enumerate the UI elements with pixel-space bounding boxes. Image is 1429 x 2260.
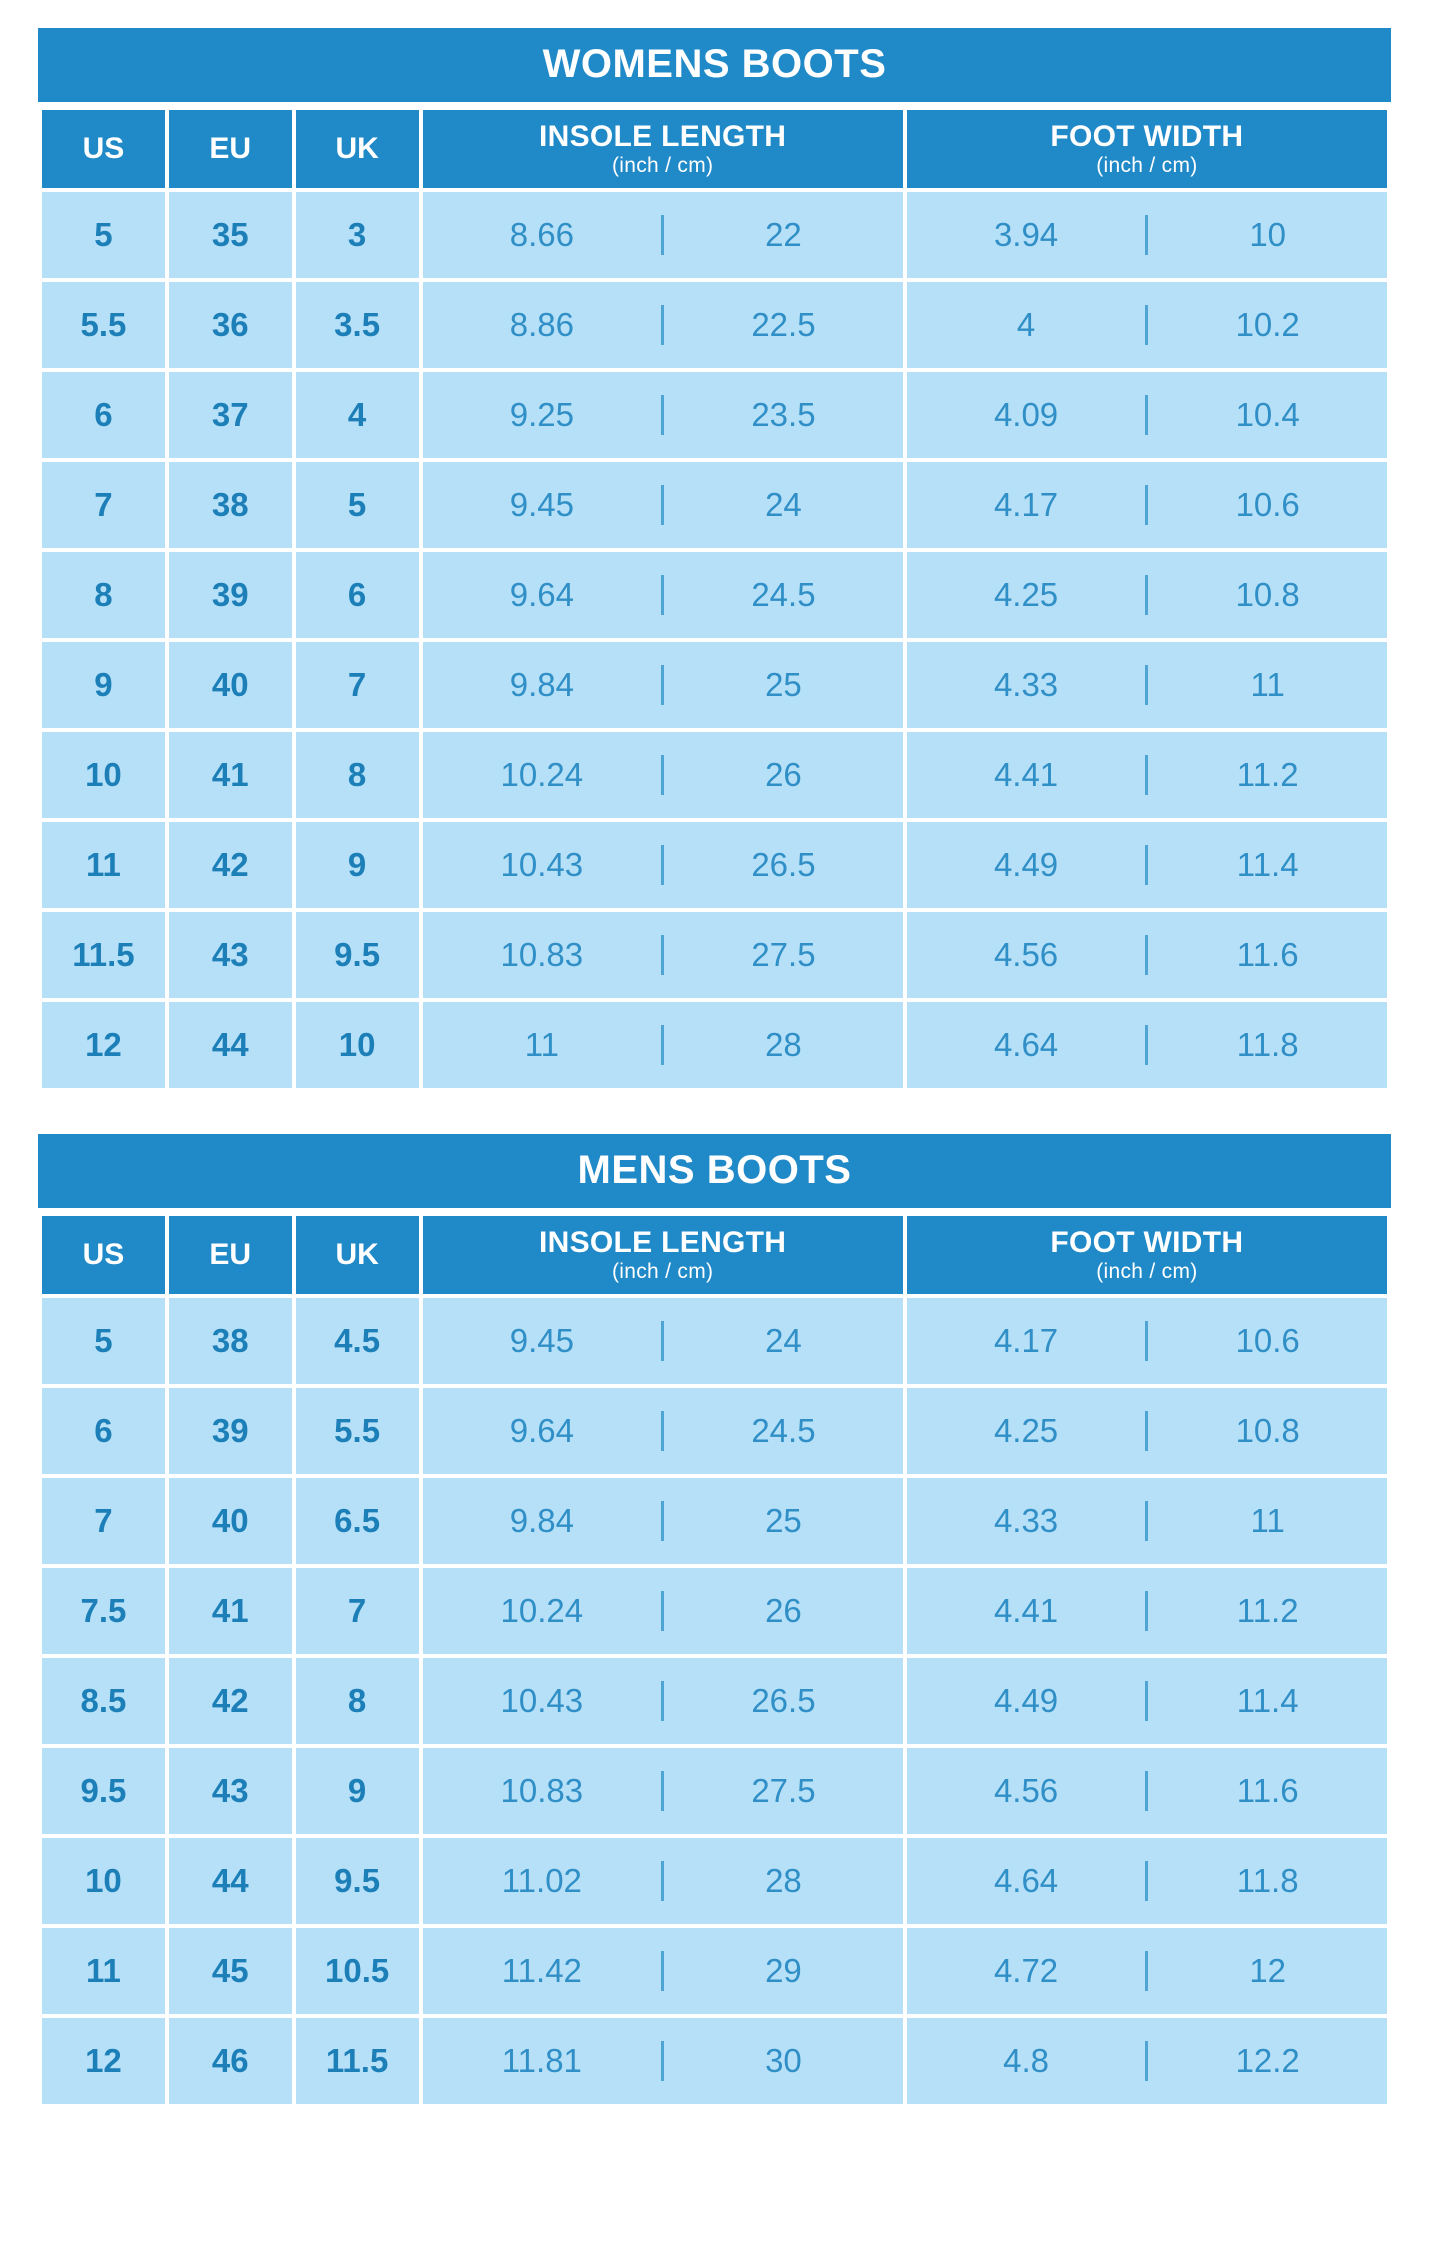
cell-foot-width-cm: 10.4 [1235, 396, 1300, 433]
column-header-foot-width-text: FOOT WIDTH [1050, 119, 1244, 153]
cell-uk: 5 [296, 462, 419, 548]
table-row [42, 1748, 1387, 1834]
cell-insole-length-cm: 26 [765, 756, 802, 793]
column-header-insole-length [423, 110, 903, 188]
cell-foot-width-inch: 4.41 [993, 1592, 1059, 1629]
cell-insole-length-inch: 11.02 [501, 1862, 582, 1899]
cell-uk: 6 [296, 552, 419, 638]
cell-insole-length-inch: 8.66 [509, 216, 574, 253]
table-row [42, 1928, 1387, 2014]
column-header-us: US [42, 110, 165, 188]
cell-eu: 42 [169, 822, 292, 908]
cell-uk: 9 [296, 822, 419, 908]
cell-foot-width [907, 642, 1387, 728]
cell-insole-length [423, 822, 903, 908]
cell-insole-length-cm: 29 [765, 1952, 802, 1989]
table-row [42, 192, 1387, 278]
table-header [42, 1216, 1387, 1294]
cell-insole-length [423, 552, 903, 638]
cell-uk: 9 [296, 1748, 419, 1834]
cell-foot-width-inch: 4.41 [993, 756, 1059, 793]
cell-insole-length-cm: 24 [765, 486, 802, 523]
column-header-insole-length-units: (inch / cm) [611, 1260, 714, 1284]
cell-insole-length-inch: 9.64 [509, 1412, 574, 1449]
cell-insole-length [423, 282, 903, 368]
cell-eu: 40 [169, 1478, 292, 1564]
column-header-insole-length-units: (inch / cm) [611, 154, 714, 178]
cell-insole-length-inch: 9.45 [509, 1322, 574, 1359]
table-row [42, 642, 1387, 728]
cell-insole-length [423, 1568, 903, 1654]
table-row [42, 1002, 1387, 1088]
cell-foot-width [907, 822, 1387, 908]
cell-insole-length-cm: 28 [765, 1862, 802, 1899]
cell-insole-length-cm: 25 [765, 1502, 802, 1539]
table-row [42, 552, 1387, 638]
cell-insole-length-cm: 25 [765, 666, 802, 703]
cell-us: 12 [42, 1002, 165, 1088]
cell-insole-length [423, 642, 903, 728]
column-header-insole-length-text: INSOLE LENGTH [539, 1225, 787, 1259]
table-row [42, 1838, 1387, 1924]
cell-insole-length-cm: 22 [765, 216, 802, 253]
cell-us: 6 [42, 372, 165, 458]
table-row [42, 912, 1387, 998]
cell-us: 10 [42, 732, 165, 818]
cell-us: 9.5 [42, 1748, 165, 1834]
cell-insole-length-inch: 10.43 [500, 846, 584, 883]
chart-title: WOMENS BOOTS [38, 28, 1391, 102]
cell-foot-width-cm: 11 [1250, 666, 1285, 703]
cell-foot-width [907, 912, 1387, 998]
cell-insole-length [423, 192, 903, 278]
cell-eu: 36 [169, 282, 292, 368]
cell-uk: 3 [296, 192, 419, 278]
cell-foot-width [907, 732, 1387, 818]
cell-foot-width-inch: 4.33 [993, 666, 1059, 703]
cell-insole-length [423, 732, 903, 818]
cell-foot-width-inch: 4.25 [993, 576, 1059, 613]
cell-foot-width-cm: 12 [1249, 1952, 1287, 1989]
cell-insole-length-inch: 11.81 [501, 2042, 582, 2079]
cell-foot-width-cm: 12.2 [1235, 2042, 1300, 2079]
cell-uk: 4.5 [296, 1298, 419, 1384]
cell-insole-length-cm: 27.5 [751, 936, 816, 973]
cell-insole-length-inch: 9.25 [509, 396, 574, 433]
cell-foot-width [907, 1478, 1387, 1564]
cell-insole-length [423, 1388, 903, 1474]
cell-eu: 43 [169, 1748, 292, 1834]
cell-insole-length-inch: 10.24 [500, 1592, 584, 1629]
cell-foot-width-cm: 11 [1250, 1502, 1285, 1539]
cell-foot-width-cm: 10.6 [1235, 486, 1300, 523]
cell-insole-length-inch: 10.83 [500, 936, 584, 973]
table-body [42, 1298, 1387, 2104]
cell-insole-length-inch: 8.86 [509, 306, 574, 343]
cell-foot-width-cm: 11.6 [1236, 1772, 1299, 1809]
cell-foot-width [907, 1748, 1387, 1834]
cell-foot-width-inch: 4.33 [993, 1502, 1059, 1539]
cell-uk: 8 [296, 1658, 419, 1744]
cell-insole-length [423, 1658, 903, 1744]
cell-foot-width [907, 1838, 1387, 1924]
cell-foot-width [907, 1928, 1387, 2014]
cell-eu: 44 [169, 1838, 292, 1924]
cell-insole-length [423, 462, 903, 548]
cell-foot-width [907, 1388, 1387, 1474]
size-table [38, 1212, 1391, 2108]
cell-foot-width [907, 1568, 1387, 1654]
cell-foot-width-inch: 4.17 [993, 1322, 1059, 1359]
cell-foot-width-inch: 4.72 [993, 1952, 1059, 1989]
cell-eu: 38 [169, 1298, 292, 1384]
column-header-foot-width-units: (inch / cm) [1096, 154, 1198, 178]
column-header-eu: EU [169, 1216, 292, 1294]
cell-uk: 9.5 [296, 912, 419, 998]
cell-foot-width-inch: 4 [1016, 306, 1036, 343]
column-header-insole-length [423, 1216, 903, 1294]
cell-foot-width-cm: 10.2 [1235, 306, 1300, 343]
cell-insole-length-inch: 9.84 [509, 1502, 574, 1539]
cell-uk: 8 [296, 732, 419, 818]
column-header-foot-width-text: FOOT WIDTH [1050, 1225, 1244, 1259]
cell-foot-width [907, 1298, 1387, 1384]
cell-eu: 39 [169, 1388, 292, 1474]
cell-eu: 40 [169, 642, 292, 728]
cell-insole-length [423, 1928, 903, 2014]
cell-us: 5 [42, 192, 165, 278]
womens-boots-chart [38, 28, 1391, 1092]
cell-foot-width-inch: 4.49 [993, 846, 1059, 883]
cell-insole-length [423, 2018, 903, 2104]
cell-foot-width-inch: 4.56 [993, 1772, 1059, 1809]
table-row [42, 372, 1387, 458]
cell-us: 7 [42, 462, 165, 548]
cell-eu: 43 [169, 912, 292, 998]
column-header-foot-width [907, 1216, 1387, 1294]
cell-foot-width-cm: 11.8 [1236, 1862, 1299, 1899]
column-header-foot-width-units: (inch / cm) [1096, 1260, 1198, 1284]
table-row [42, 1478, 1387, 1564]
cell-uk: 7 [296, 642, 419, 728]
cell-us: 9 [42, 642, 165, 728]
table-row [42, 2018, 1387, 2104]
cell-insole-length-cm: 26.5 [751, 1682, 816, 1719]
cell-foot-width-cm: 11.4 [1236, 1682, 1299, 1719]
table-row [42, 1298, 1387, 1384]
cell-insole-length [423, 1838, 903, 1924]
cell-us: 11.5 [42, 912, 165, 998]
table-row [42, 1658, 1387, 1744]
cell-insole-length-cm: 30 [765, 2042, 802, 2079]
cell-us: 7 [42, 1478, 165, 1564]
cell-insole-length [423, 1478, 903, 1564]
header-row [42, 1216, 1387, 1294]
cell-us: 10 [42, 1838, 165, 1924]
cell-eu: 39 [169, 552, 292, 638]
cell-eu: 42 [169, 1658, 292, 1744]
cell-foot-width-cm: 10.8 [1235, 1412, 1300, 1449]
size-table [38, 106, 1391, 1092]
cell-insole-length [423, 372, 903, 458]
cell-us: 8 [42, 552, 165, 638]
cell-foot-width-cm: 10.8 [1235, 576, 1300, 613]
cell-foot-width [907, 462, 1387, 548]
cell-us: 8.5 [42, 1658, 165, 1744]
cell-foot-width-inch: 4.17 [993, 486, 1059, 523]
cell-uk: 5.5 [296, 1388, 419, 1474]
cell-foot-width-inch: 4.25 [993, 1412, 1059, 1449]
cell-insole-length-inch: 9.45 [509, 486, 574, 523]
cell-insole-length-cm: 23.5 [751, 396, 816, 433]
cell-insole-length-cm: 27.5 [751, 1772, 816, 1809]
cell-insole-length-inch: 9.64 [509, 576, 574, 613]
column-header-insole-length-text: INSOLE LENGTH [539, 119, 787, 153]
cell-insole-length-cm: 22.5 [751, 306, 816, 343]
cell-foot-width [907, 1658, 1387, 1744]
cell-us: 7.5 [42, 1568, 165, 1654]
cell-foot-width [907, 552, 1387, 638]
cell-foot-width-cm: 11.2 [1236, 756, 1299, 793]
cell-us: 11 [42, 1928, 165, 2014]
cell-insole-length-inch: 11.42 [501, 1952, 582, 1989]
mens-boots-chart [38, 1134, 1391, 2108]
column-header-uk: UK [296, 110, 419, 188]
table-row [42, 822, 1387, 908]
cell-foot-width-inch: 3.94 [993, 216, 1059, 253]
table-body [42, 192, 1387, 1088]
cell-foot-width-cm: 11.8 [1236, 1026, 1299, 1063]
cell-eu: 35 [169, 192, 292, 278]
cell-uk: 3.5 [296, 282, 419, 368]
cell-insole-length [423, 1002, 903, 1088]
cell-foot-width [907, 192, 1387, 278]
table-row [42, 1568, 1387, 1654]
table-row [42, 1388, 1387, 1474]
cell-insole-length-inch: 10.24 [500, 756, 584, 793]
cell-foot-width-inch: 4.64 [993, 1026, 1059, 1063]
cell-insole-length-inch: 10.83 [500, 1772, 584, 1809]
cell-foot-width-cm: 11.4 [1236, 846, 1299, 883]
cell-eu: 38 [169, 462, 292, 548]
cell-insole-length-cm: 24 [765, 1322, 802, 1359]
cell-foot-width-inch: 4.49 [993, 1682, 1059, 1719]
cell-eu: 41 [169, 1568, 292, 1654]
cell-foot-width [907, 282, 1387, 368]
cell-uk: 11.5 [296, 2018, 419, 2104]
cell-eu: 41 [169, 732, 292, 818]
cell-foot-width-inch: 4.8 [1003, 2042, 1049, 2079]
table-row [42, 282, 1387, 368]
cell-foot-width [907, 2018, 1387, 2104]
cell-foot-width-cm: 11.6 [1236, 936, 1299, 973]
cell-insole-length [423, 1298, 903, 1384]
cell-insole-length [423, 912, 903, 998]
cell-uk: 4 [296, 372, 419, 458]
column-header-uk: UK [296, 1216, 419, 1294]
cell-eu: 37 [169, 372, 292, 458]
cell-foot-width [907, 1002, 1387, 1088]
cell-uk: 10.5 [296, 1928, 419, 2014]
cell-foot-width-inch: 4.09 [993, 396, 1059, 433]
column-header-us: US [42, 1216, 165, 1294]
cell-insole-length-cm: 28 [765, 1026, 802, 1063]
cell-foot-width-inch: 4.64 [993, 1862, 1059, 1899]
cell-eu: 44 [169, 1002, 292, 1088]
cell-uk: 9.5 [296, 1838, 419, 1924]
cell-foot-width [907, 372, 1387, 458]
cell-eu: 46 [169, 2018, 292, 2104]
cell-insole-length-inch: 10.43 [500, 1682, 584, 1719]
cell-foot-width-cm: 10 [1249, 216, 1287, 253]
chart-title: MENS BOOTS [38, 1134, 1391, 1208]
cell-foot-width-cm: 11.2 [1236, 1592, 1299, 1629]
cell-us: 5.5 [42, 282, 165, 368]
header-row [42, 110, 1387, 188]
cell-insole-length-cm: 24.5 [751, 1412, 816, 1449]
cell-eu: 45 [169, 1928, 292, 2014]
cell-uk: 7 [296, 1568, 419, 1654]
cell-insole-length [423, 1748, 903, 1834]
cell-us: 12 [42, 2018, 165, 2104]
table-header [42, 110, 1387, 188]
column-header-foot-width [907, 110, 1387, 188]
cell-insole-length-inch: 11 [524, 1026, 559, 1063]
cell-foot-width-cm: 10.6 [1235, 1322, 1300, 1359]
cell-uk: 10 [296, 1002, 419, 1088]
cell-insole-length-cm: 26.5 [751, 846, 816, 883]
cell-us: 11 [42, 822, 165, 908]
table-row [42, 462, 1387, 548]
cell-insole-length-cm: 24.5 [751, 576, 816, 613]
cell-insole-length-inch: 9.84 [509, 666, 574, 703]
cell-foot-width-inch: 4.56 [993, 936, 1059, 973]
table-row [42, 732, 1387, 818]
cell-us: 5 [42, 1298, 165, 1384]
cell-uk: 6.5 [296, 1478, 419, 1564]
cell-insole-length-cm: 26 [765, 1592, 802, 1629]
cell-us: 6 [42, 1388, 165, 1474]
column-header-eu: EU [169, 110, 292, 188]
